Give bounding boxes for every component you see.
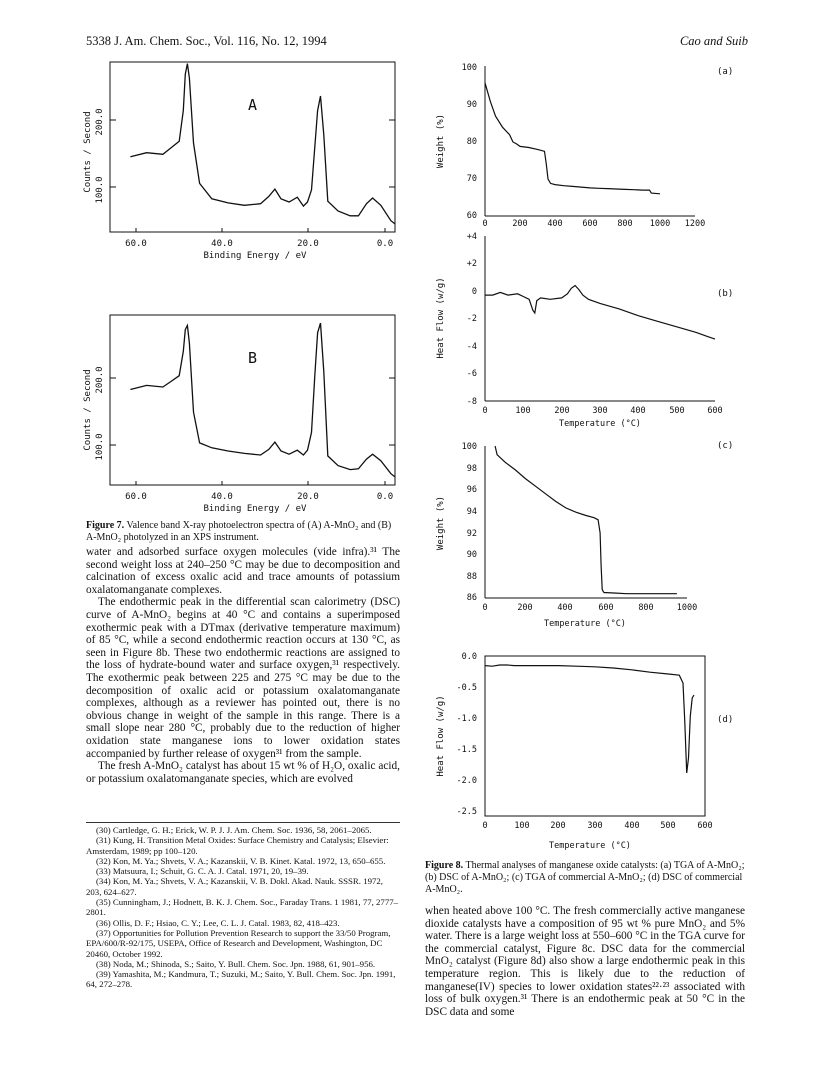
figure-8b-xtick-label: 0 [482, 406, 488, 416]
figure-8c-ylabel: Weight (%) [436, 495, 446, 551]
figure-8d-xtick-label: 100 [514, 821, 530, 831]
figure-8-caption-number: Figure 8. [425, 860, 464, 871]
figure-8d-xlabel: Temperature (°C) [549, 841, 631, 851]
figure-8a-xtick-label: 400 [547, 219, 563, 229]
figure-7a-spectrum-line [130, 64, 395, 224]
figure-8b [425, 226, 745, 436]
figure-8d [425, 648, 745, 858]
figure-7a-xtick-label: 40.0 [211, 239, 233, 249]
figure-7b-frame [110, 315, 395, 485]
figure-8c-tga-line [495, 446, 677, 594]
figure-7b-ylabel: Counts / Second [83, 369, 93, 451]
figure-8a-ytick-label: 70 [466, 174, 477, 184]
figure-8d-ylabel: Heat Flow (w/g) [436, 695, 446, 777]
figure-7a-xtick-label: 0.0 [376, 239, 394, 249]
reference-item: (31) Kung, H. Transition Metal Oxides: Surface Chemistry and Catalysis; Elsevier: Amsterdam, 1989; pp 100–120. [86, 835, 389, 856]
figure-8d-xtick-label: 0 [482, 821, 488, 831]
reference-item: (33) Matsuura, I.; Schuit, G. C. A. J. Catal. 1971, 20, 19–39. [96, 866, 309, 877]
figure-8d-ytick-label: -1.5 [456, 745, 477, 755]
figure-8d-xtick-label: 200 [550, 821, 566, 831]
figure-8a-ytick-label: 90 [466, 100, 477, 110]
paragraph: The fresh A-MnO₂ catalyst has about 15 wt % of H₂O, oxalic acid, or potassium oxalatomanganate species, which are evolved [86, 760, 400, 785]
figure-8d-xtick-label: 300 [587, 821, 603, 831]
figure-8-caption-text: Thermal analyses of manganese oxide catalysts: (a) TGA of A-MnO₂; (b) DSC of A-MnO₂; (c) TGA of commercial A-MnO₂; (d) DSC of commercial A-MnO₂. [425, 860, 745, 895]
figure-7b-xlabel: Binding Energy / eV [203, 504, 307, 514]
figure-8d-ytick-label: -2.0 [456, 776, 477, 786]
figure-8c-ytick-label: 96 [466, 485, 477, 495]
figure-8a-xtick-label: 200 [512, 219, 528, 229]
figure-7b-ytick-label: 100.0 [95, 433, 105, 461]
figure-7a-ylabel: Counts / Second [83, 111, 93, 193]
figure-8b-xlabel: Temperature (°C) [559, 419, 641, 429]
reference-item: (38) Noda, M.; Shinoda, S.; Saito, Y. Bull. Chem. Soc. Jpn. 1988, 61, 901–956. [96, 958, 376, 969]
figure-8c-ytick-label: 86 [466, 593, 477, 603]
figure-8b-xtick-label: 400 [630, 406, 646, 416]
figure-8a-ytick-label: 80 [466, 137, 477, 147]
figure-7b-ytick-label: 200.0 [95, 366, 105, 394]
figure-7b-xtick-label: 60.0 [125, 492, 147, 502]
figure-8d-ytick-label: -2.5 [456, 807, 477, 817]
figure-8a-ytick-label: 100 [461, 63, 477, 73]
figure-7b-xtick-label: 0.0 [376, 492, 394, 502]
reference-item: (39) Yamashita, M.; Kandmura, T.; Suzuki, M.; Saito, Y. Bull. Chem. Soc. Jpn. 1991, 64, 272–278. [86, 969, 396, 990]
figure-8b-ytick-label: 0 [471, 287, 477, 297]
figure-8c-ytick-label: 98 [466, 464, 477, 474]
figure-8c-xtick-label: 400 [557, 603, 573, 613]
figure-7a [80, 52, 410, 267]
figure-8d-ytick-label: -0.5 [456, 683, 477, 693]
footnote-rule [86, 822, 400, 823]
figure-8a-xtick-label: 600 [582, 219, 598, 229]
figure-7a-panel-label: A [248, 96, 258, 114]
right-column-text [425, 905, 745, 1018]
figure-8a-xtick-label: 1200 [684, 219, 706, 229]
running-header: 5338 J. Am. Chem. Soc., Vol. 116, No. 12, 1994 [86, 34, 327, 48]
figure-8b-xtick-label: 300 [592, 406, 608, 416]
running-header-authors: Cao and Suib [679, 34, 748, 48]
figure-8b-xtick-label: 200 [554, 406, 570, 416]
figure-8a-tag: (a) [717, 67, 734, 77]
figure-8c-ytick-label: 88 [466, 572, 477, 582]
figure-7a-xtick-label: 20.0 [297, 239, 319, 249]
reference-list [86, 825, 400, 990]
figure-8a-tga-line [485, 83, 660, 194]
figure-7a-ytick-label: 200.0 [95, 108, 105, 136]
figure-8c [425, 438, 745, 638]
reference-item: (30) Cartledge, G. H.; Erick, W. P. J. J. Am. Chem. Soc. 1936, 58, 2061–2065. [96, 825, 372, 835]
figure-8d-xtick-label: 600 [697, 821, 713, 831]
figure-8-caption [425, 860, 745, 896]
reference-item: (34) Kon, M. Ya.; Shvets, V. A.; Kazanskii, V. B. Dokl. Akad. Nauk. SSSR. 1972, 203, 624–627. [86, 876, 383, 897]
figure-7b-panel-label: B [248, 349, 258, 367]
figure-8b-ytick-label: +4 [466, 232, 477, 242]
figure-8b-dsc-line [485, 286, 715, 340]
figure-8c-ytick-label: 100 [461, 442, 477, 452]
figure-8b-ytick-label: -4 [466, 342, 477, 352]
figure-8c-tag: (c) [717, 441, 734, 451]
figure-7-caption [86, 520, 400, 544]
figure-8a-ytick-label: 60 [466, 211, 477, 221]
figure-7a-frame [110, 62, 395, 232]
figure-7b-spectrum-line [130, 323, 395, 477]
figure-7b [80, 305, 410, 520]
figure-8b-ytick-label: -6 [466, 369, 477, 379]
figure-8b-ylabel: Heat Flow (w/g) [436, 277, 446, 359]
figure-8c-ytick-label: 94 [466, 507, 477, 517]
figure-8c-ytick-label: 92 [466, 529, 477, 539]
figure-8b-xtick-label: 600 [707, 406, 723, 416]
figure-8c-xtick-label: 1000 [676, 603, 698, 613]
figure-8d-dsc-line [485, 665, 694, 773]
figure-8c-xtick-label: 800 [638, 603, 654, 613]
figure-8b-xtick-label: 100 [515, 406, 531, 416]
figure-8a-xtick-label: 0 [482, 219, 488, 229]
figure-8c-xtick-label: 600 [598, 603, 614, 613]
figure-8c-xtick-label: 200 [517, 603, 533, 613]
figure-8b-ytick-label: -2 [466, 314, 477, 324]
paragraph: when heated above 100 °C. The fresh commercially active manganese dioxide catalysts have a composition of 95 wt % pure MnO₂ and 5% water. There is a large weight loss at 550–600 °C in the TGA curve for the commercial catalyst, Figure 8c. DSC data for the commercial MnO₂ catalyst (Figure 8d) also show a large endothermic peak in this temperature region. This is likely due to the reduction of manganese(IV) species to lower oxidation states²²·²³ associated with loss of bulk oxygen.³¹ There is an endothermic peak at 50 °C in the DSC data and some [425, 905, 745, 1018]
reference-item: (36) Ollis, D. F.; Hsiao, C. Y.; Lee, C. L. J. Catal. 1983, 82, 418–423. [96, 917, 340, 928]
figure-8d-frame [485, 656, 705, 816]
figure-7-caption-number: Figure 7. [86, 520, 125, 531]
reference-item: (32) Kon, M. Ya.; Shvets, V. A.; Kazanskii, V. B. Kinet. Katal. 1972, 13, 650–655. [96, 855, 386, 866]
figure-8b-xtick-label: 500 [669, 406, 685, 416]
left-column-text [86, 546, 400, 785]
figure-8a-xtick-label: 1000 [649, 219, 671, 229]
figure-7-caption-text: Valence band X-ray photoelectron spectra of (A) A-MnO₂ and (B) A-MnO₂ photolyzed in an XPS instrument. [86, 520, 392, 543]
figure-8d-ytick-label: -1.0 [456, 714, 477, 724]
paragraph: water and adsorbed surface oxygen molecules (vide infra).³¹ The second weight loss at 240–250 °C may be due to decomposition and calcination of excess oxalic acid and trace amounts of potassium oxalatomanganate complexes. [86, 546, 400, 596]
reference-item: (35) Cunningham, J.; Hodnett, B. K. J. Chem. Soc., Faraday Trans. 1 1981, 77, 2777–2801. [86, 897, 399, 918]
figure-7a-xlabel: Binding Energy / eV [203, 251, 307, 261]
figure-8c-xtick-label: 0 [482, 603, 488, 613]
figure-8d-ytick-label: 0.0 [461, 652, 477, 662]
figure-8b-ytick-label: +2 [466, 259, 477, 269]
figure-7b-xtick-label: 20.0 [297, 492, 319, 502]
paragraph: The endothermic peak in the differential scan calorimetry (DSC) curve of A-MnO₂ begins at 40 °C and contains a superimposed exothermic peak with a DTmax (derivative temperature maximum) of 85 °C, while a second endothermic reaction occurs at 130 °C, as seen in Figure 8b. These two endothermic reactions are assigned to the loss of hydrate-bound water and surface oxygen,³¹ respectively. The exothermic peak between 225 and 275 °C may be due to the decomposition of oxalic acid or potassium oxalatomanganate complexes, although as a reviewer has pointed out, there is no obvious change in weight of the sample in this range. There is a small slope near 280 °C, probably due to the reduction of higher oxidation state manganese ions to lower oxidation states accompanied by further release of oxygen³¹ from the sample. [86, 596, 400, 760]
figure-8d-tag: (d) [717, 715, 734, 725]
figure-7a-axes [110, 62, 395, 232]
figure-8c-ytick-label: 90 [466, 550, 477, 560]
figure-8a [425, 56, 745, 236]
figure-8d-xtick-label: 400 [624, 821, 640, 831]
figure-7b-xtick-label: 40.0 [211, 492, 233, 502]
figure-8d-xtick-label: 500 [660, 821, 676, 831]
figure-8a-xtick-label: 800 [617, 219, 633, 229]
figure-7a-ytick-label: 100.0 [95, 176, 105, 204]
reference-item: (37) Opportunities for Pollution Prevention Research to support the 33/50 Program, EPA/600/R-92/175, USEPA, Office of Research and Development, Washington, DC 20460, October 1992. [86, 927, 391, 959]
figure-8b-ytick-label: -8 [466, 397, 477, 407]
figure-8a-ylabel: Weight (%) [436, 113, 446, 169]
figure-7a-xtick-label: 60.0 [125, 239, 147, 249]
figure-8c-xlabel: Temperature (°C) [544, 619, 626, 629]
figure-8b-tag: (b) [717, 289, 734, 299]
